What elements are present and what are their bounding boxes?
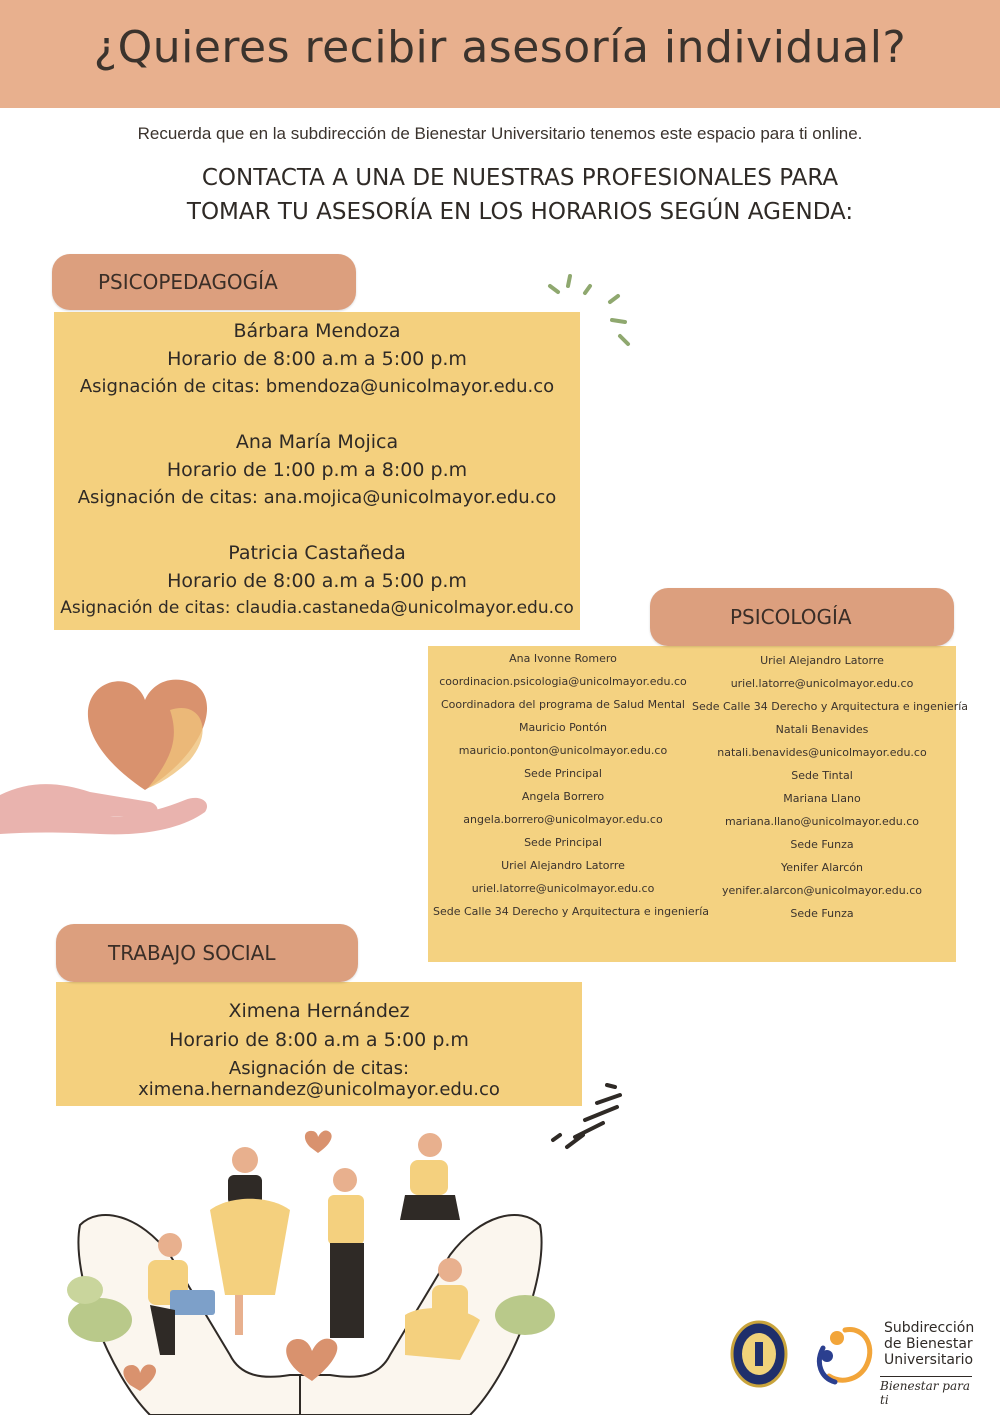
psicopedagogia-line: Horario de 1:00 p.m a 8:00 p.m	[166, 459, 468, 481]
trabajo-social-line: Horario de 8:00 a.m a 5:00 p.m	[169, 1029, 469, 1051]
trabajo-social-label: TRABAJO SOCIAL	[56, 924, 358, 982]
psicologia-left-line: mauricio.ponton@unicolmayor.edu.co	[458, 744, 668, 757]
psicologia-label: PSICOLOGÍA	[650, 588, 954, 646]
psicopedagogia-line: Horario de 8:00 a.m a 5:00 p.m	[167, 348, 467, 370]
psicologia-left-line: Coordinadora del programa de Salud Mental	[440, 698, 685, 711]
psicologia-left-line: uriel.latorre@unicolmayor.edu.co	[471, 882, 655, 895]
psicopedagogia-line: Bárbara Mendoza	[233, 320, 401, 342]
psicologia-left-line: Sede Calle 34 Derecho y Arquitectura e ingeniería	[433, 905, 710, 918]
cta-line-1: CONTACTA A UNA DE NUESTRAS PROFESIONALES PARA	[201, 165, 839, 191]
psicologia-left-line: coordinacion.psicologia@unicolmayor.edu.co	[439, 675, 687, 688]
psicologia-right-line: Yenifer Alarcón	[780, 861, 864, 874]
psicologia-right-line: Natali Benavides	[775, 723, 869, 736]
psicopedagogia-box	[54, 312, 580, 630]
psicologia-left-line: Sede Principal	[524, 767, 602, 780]
psicopedagogia-line: Patricia Castañeda	[228, 542, 406, 564]
header-banner	[0, 0, 1000, 108]
psicologia-left-line: Mauricio Pontón	[518, 721, 608, 734]
trabajo-social-line: Asignación de citas: ximena.hernandez@unicolmayor.edu.co	[138, 1058, 500, 1100]
logo-line: Universitario	[884, 1352, 974, 1368]
trabajo-social-box	[56, 982, 582, 1106]
hand-icon	[0, 770, 215, 840]
bienestar-logo-icon	[815, 1318, 880, 1388]
psicologia-right-line: natali.benavides@unicolmayor.edu.co	[717, 746, 927, 759]
psicopedagogia-line: Asignación de citas: claudia.castaneda@unicolmayor.edu.co	[60, 598, 574, 618]
university-seal-icon	[730, 1320, 788, 1388]
psicologia-right-line: Sede Calle 34 Derecho y Arquitectura e ingeniería	[692, 700, 969, 713]
trabajo-social-line: Ximena Hernández	[228, 1000, 410, 1022]
cta-line-2: TOMAR TU ASESORÍA EN LOS HORARIOS SEGÚN AGENDA:	[186, 199, 854, 225]
psicologia-left-line: angela.borrero@unicolmayor.edu.co	[463, 813, 663, 826]
logo-line: Subdirección	[884, 1320, 975, 1336]
psicologia-right-line: Uriel Alejandro Latorre	[760, 654, 884, 667]
psicologia-right-line: uriel.latorre@unicolmayor.edu.co	[730, 677, 914, 690]
psicopedagogia-line: Horario de 8:00 a.m a 5:00 p.m	[167, 570, 467, 592]
bienestar-logo-text	[884, 1320, 974, 1368]
psicologia-right-line: Sede Tintal	[791, 769, 853, 782]
page-title: ¿Quieres recibir asesoría individual?	[93, 22, 907, 73]
bienestar-tagline: Bienestar para ti	[880, 1376, 972, 1407]
psicologia-right-line: Sede Funza	[790, 907, 854, 920]
psicologia-left-line: Uriel Alejandro Latorre	[501, 859, 625, 872]
psicologia-left-line: Angela Borrero	[521, 790, 605, 803]
psicopedagogia-label: PSICOPEDAGOGÍA	[52, 254, 356, 310]
psicopedagogia-line: Asignación de citas: ana.mojica@unicolmayor.edu.co	[77, 487, 557, 508]
psicologia-right-line: Mariana Llano	[783, 792, 861, 805]
psicologia-right-line: mariana.llano@unicolmayor.edu.co	[724, 815, 920, 828]
psicologia-right-line: Sede Funza	[790, 838, 854, 851]
psicologia-right-line: yenifer.alarcon@unicolmayor.edu.co	[721, 884, 923, 897]
psicopedagogia-line: Asignación de citas: bmendoza@unicolmayor.edu.co	[79, 376, 555, 397]
people-in-hands-illustration	[60, 1125, 560, 1415]
intro-text: Recuerda que en la subdirección de Bienestar Universitario tenemos este espacio para ti online.	[137, 124, 863, 143]
psicologia-left-line: Sede Principal	[524, 836, 602, 849]
logo-line: de Bienestar	[884, 1336, 973, 1352]
psicologia-left-line: Ana Ivonne Romero	[509, 652, 617, 665]
psicopedagogia-line: Ana María Mojica	[235, 431, 399, 453]
psicologia-box	[428, 646, 969, 962]
